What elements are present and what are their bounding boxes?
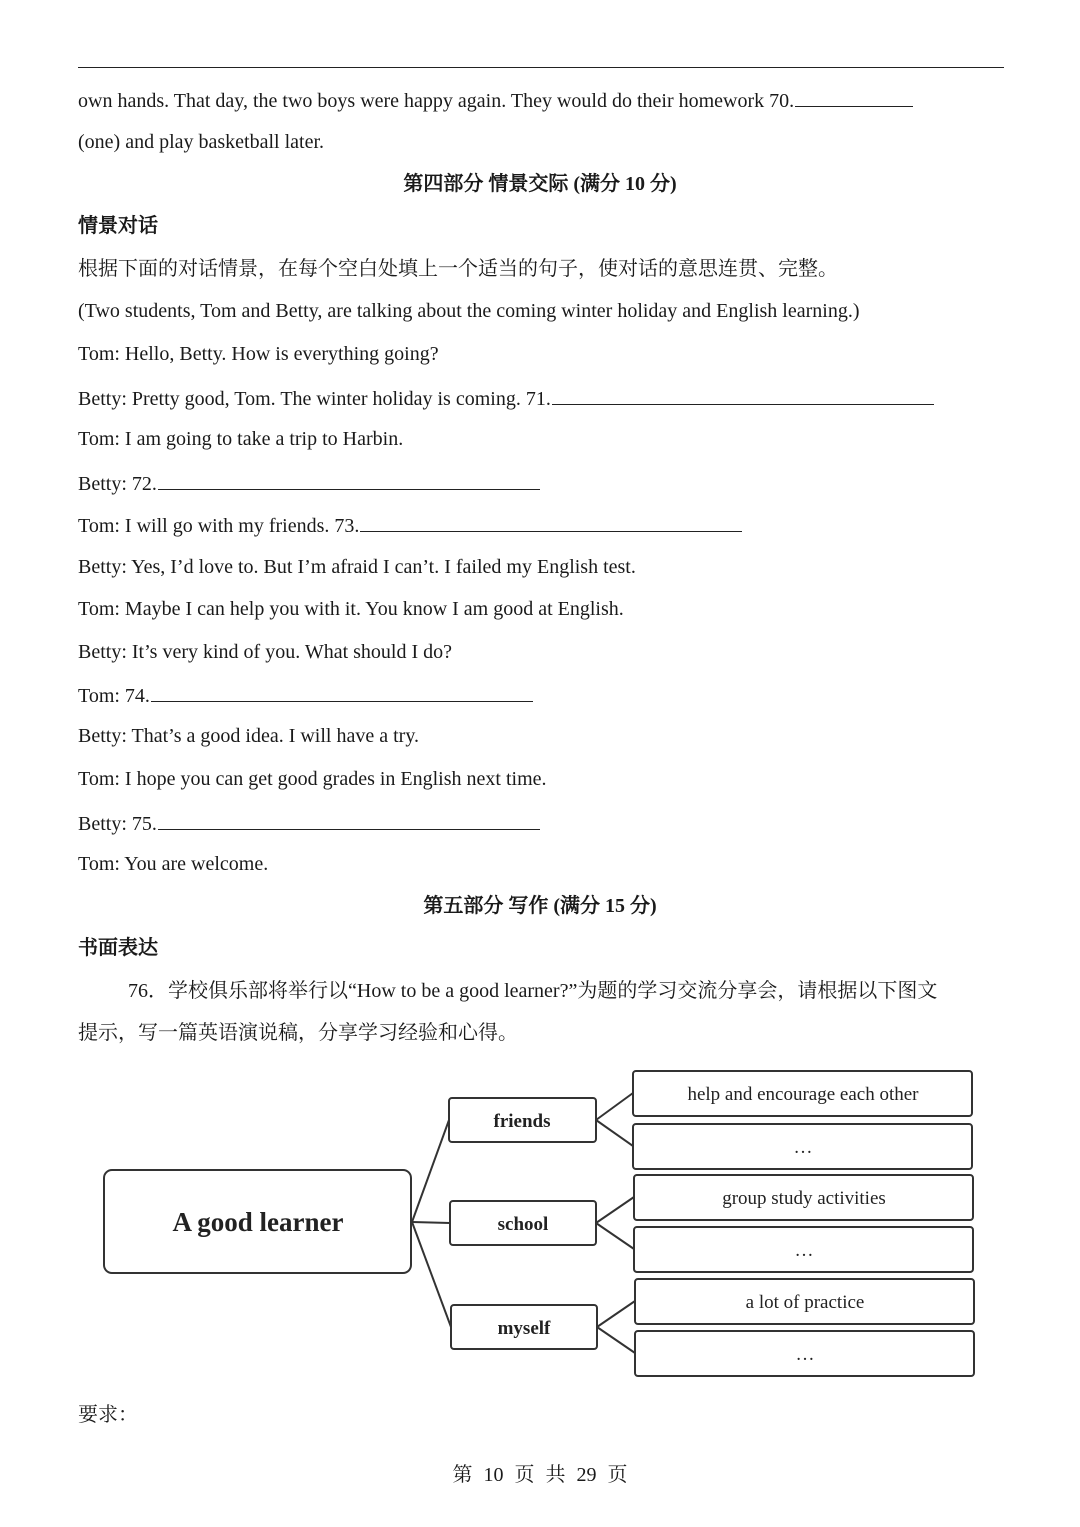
dialogue-line: Betty: Pretty good, Tom. The winter holiday is coming. 71. bbox=[78, 384, 934, 412]
part4-title: 第四部分 情景交际 (满分 10 分) bbox=[403, 173, 677, 195]
dialogue-line: Tom: Hello, Betty. How is everything going? bbox=[78, 343, 439, 365]
dialogue-line: Tom: I hope you can get good grades in English next time. bbox=[78, 768, 547, 790]
branch-label-myself: myself bbox=[497, 1318, 551, 1339]
writing-prompt-line-2: 提示，写一篇英语演说稿，分享学习经验和心得。 bbox=[78, 1022, 518, 1044]
dialogue-line: Tom: Maybe I can help you with it. You know I am good at English. bbox=[78, 598, 624, 620]
dialogue-line: Betty: 72. bbox=[78, 469, 540, 497]
dialogue-context: (Two students, Tom and Betty, are talking about the coming winter holiday and English learning.) bbox=[78, 300, 860, 322]
dialogue-line: Tom: You are welcome. bbox=[78, 853, 269, 875]
passage-continuation-line-2: (one) and play basketball later. bbox=[78, 131, 325, 153]
center-node-label: A good learner bbox=[172, 1207, 344, 1237]
dialogue-line: Betty: Yes, I’d love to. But I’m afraid I can’t. I failed my English test. bbox=[78, 556, 636, 578]
dialogue-line: Betty: It’s very kind of you. What should I do? bbox=[78, 641, 453, 663]
connector-line bbox=[596, 1197, 634, 1249]
passage-continuation-line-1: own hands. That day, the two boys were happy again. They would do their homework 70. bbox=[78, 86, 913, 114]
page-number: 第 10 页 共 29 页 bbox=[452, 1464, 628, 1486]
dialogue-line: Betty: That’s a good idea. I will have a try. bbox=[78, 725, 420, 747]
dialogue-line: Tom: I am going to take a trip to Harbin. bbox=[78, 428, 404, 450]
leaf-label: … bbox=[794, 1240, 814, 1261]
connector-line bbox=[412, 1222, 451, 1327]
leaf-label: a lot of practice bbox=[745, 1292, 865, 1313]
connector-line bbox=[412, 1222, 450, 1223]
branch-label-school: school bbox=[497, 1214, 549, 1235]
connector-line bbox=[597, 1301, 635, 1353]
branch-label-friends: friends bbox=[493, 1111, 551, 1132]
dialogue-line: Betty: 75. bbox=[78, 809, 540, 837]
part5-subheading: 书面表达 bbox=[78, 937, 158, 959]
part4-instruction: 根据下面的对话情景，在每个空白处填上一个适当的句子，使对话的意思连贯、完整。 bbox=[78, 258, 838, 280]
dialogue-line: Tom: I will go with my friends. 73. bbox=[78, 511, 742, 539]
leaf-label: … bbox=[793, 1137, 813, 1158]
leaf-label: group study activities bbox=[722, 1188, 886, 1209]
leaf-label: help and encourage each other bbox=[687, 1084, 919, 1105]
leaf-label: … bbox=[795, 1344, 815, 1365]
dialogue-line: Tom: 74. bbox=[78, 681, 533, 709]
writing-prompt-line-1: 76．学校俱乐部将举行以“How to be a good learner?”为题的学习交流分享会，请根据以下图文 bbox=[128, 980, 938, 1002]
connector-line bbox=[412, 1120, 449, 1222]
requirements-label: 要求： bbox=[78, 1404, 138, 1426]
part5-title: 第五部分 写作 (满分 15 分) bbox=[423, 895, 657, 917]
part4-subheading: 情景对话 bbox=[78, 215, 158, 237]
connector-line bbox=[596, 1093, 633, 1146]
